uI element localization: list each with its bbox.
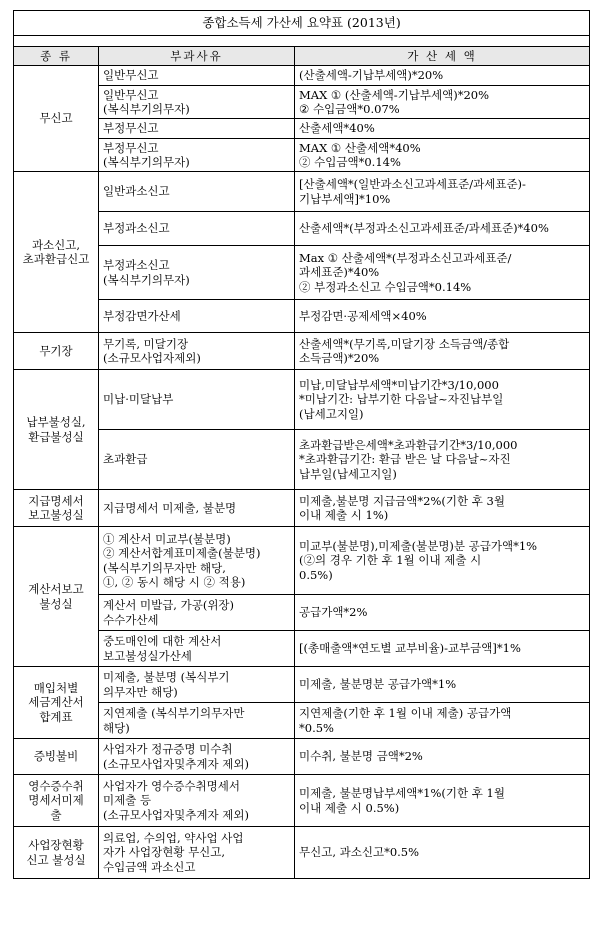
- amount-cell: [산출세액*(일반과소신고과세표준/과세표준)- 기납부세액]*10%: [295, 172, 590, 212]
- reason-cell: 부정감면가산세: [99, 300, 295, 333]
- reason-cell: 부정과소신고: [99, 212, 295, 246]
- header-amount: 가 산 세 액: [295, 47, 590, 66]
- header-reason: 부과사유: [99, 47, 295, 66]
- reason-cell: 무기록, 미달기장 (소규모사업자제외): [99, 333, 295, 370]
- amount-cell: 무신고, 과소신고*0.5%: [295, 827, 590, 879]
- amount-cell: 미납,미달납부세액*미납기간*3/10,000 *미납기간: 납부기한 다음날~자진납부일 (납세고지일): [295, 370, 590, 430]
- amount-cell: 부정감면·공제세액×40%: [295, 300, 590, 333]
- amount-cell: 미제출,불분명 지급금액*2%(기한 후 3월 이내 제출 시 1%): [295, 490, 590, 527]
- reason-cell: 의료업, 수의업, 약사업 사업 자가 사업장현황 무신고, 수입금액 과소신고: [99, 827, 295, 879]
- reason-cell: 지연제출 (복식부기의무자만 해당): [99, 703, 295, 739]
- amount-cell: 미수취, 불분명 금액*2%: [295, 739, 590, 775]
- reason-cell: 일반무신고 (복식부기의무자): [99, 86, 295, 119]
- reason-cell: 일반과소신고: [99, 172, 295, 212]
- reason-cell: 일반무신고: [99, 66, 295, 86]
- amount-cell: 미교부(불분명),미제출(불분명)분 공급가액*1% (②의 경우 기한 후 1월 이내 제출 시 0.5%): [295, 527, 590, 595]
- category-cell: 무기장: [14, 333, 99, 370]
- amount-cell: 지연제출(기한 후 1월 이내 제출) 공급가액 *0.5%: [295, 703, 590, 739]
- header-category: 종 류: [14, 47, 99, 66]
- amount-cell: [(총매출액*연도별 교부비율)-교부금액]*1%: [295, 631, 590, 667]
- category-cell: 계산서보고 불성실: [14, 527, 99, 667]
- reason-cell: 중도매인에 대한 계산서 보고불성실가산세: [99, 631, 295, 667]
- category-cell: 지급명세서 보고불성실: [14, 490, 99, 527]
- tax-summary-table: [13, 10, 590, 879]
- amount-cell: (산출세액-기납부세액)*20%: [295, 66, 590, 86]
- category-cell: 매입처별 세금계산서 합계표: [14, 667, 99, 739]
- reason-cell: ① 계산서 미교부(불분명) ② 계산서합계표미제출(불분명) (복식부기의무자만 해당, ①, ② 동시 해당 시 ② 적용): [99, 527, 295, 595]
- category-cell: 무신고: [14, 66, 99, 172]
- reason-cell: 부정무신고 (복식부기의무자): [99, 139, 295, 172]
- amount-cell: 산출세액*(부정과소신고과세표준/과세표준)*40%: [295, 212, 590, 246]
- amount-cell: 산출세액*(무기록,미달기장 소득금액/종합 소득금액)*20%: [295, 333, 590, 370]
- amount-cell: 미제출, 불분명분 공급가액*1%: [295, 667, 590, 703]
- table-title: 종합소득세 가산세 요약표 (2013년): [14, 11, 590, 36]
- spacer-row: [14, 36, 590, 47]
- reason-cell: 계산서 미발급, 가공(위장) 수수가산세: [99, 595, 295, 631]
- reason-cell: 부정과소신고 (복식부기의무자): [99, 246, 295, 300]
- category-cell: 영수증수취 명세서미제 출: [14, 775, 99, 827]
- amount-cell: MAX ① 산출세액*40% ② 수입금액*0.14%: [295, 139, 590, 172]
- amount-cell: MAX ① (산출세액-기납부세액)*20% ② 수입금액*0.07%: [295, 86, 590, 119]
- reason-cell: 사업자가 영수증수취명세서 미제출 등 (소규모사업자및추계자 제외): [99, 775, 295, 827]
- reason-cell: 미제출, 불분명 (복식부기 의무자만 해당): [99, 667, 295, 703]
- reason-cell: 초과환급: [99, 430, 295, 490]
- reason-cell: 지급명세서 미제출, 불분명: [99, 490, 295, 527]
- amount-cell: 미제출, 불분명납부세액*1%(기한 후 1월 이내 제출 시 0.5%): [295, 775, 590, 827]
- amount-cell: 산출세액*40%: [295, 119, 590, 139]
- amount-cell: Max ① 산출세액*(부정과소신고과세표준/ 과세표준)*40% ② 부정과소신고 수입금액*0.14%: [295, 246, 590, 300]
- amount-cell: 공급가액*2%: [295, 595, 590, 631]
- category-cell: 증빙불비: [14, 739, 99, 775]
- category-cell: 납부불성실, 환급불성실: [14, 370, 99, 490]
- amount-cell: 초과환급받은세액*초과환급기간*3/10,000 *초과환급기간: 환급 받은 날 다음날~자진 납부일(납세고지일): [295, 430, 590, 490]
- category-cell: 사업장현황 신고 불성실: [14, 827, 99, 879]
- reason-cell: 사업자가 정규증명 미수취 (소규모사업자및추계자 제외): [99, 739, 295, 775]
- category-cell: 과소신고, 초과환급신고: [14, 172, 99, 333]
- reason-cell: 부정무신고: [99, 119, 295, 139]
- reason-cell: 미납·미달납부: [99, 370, 295, 430]
